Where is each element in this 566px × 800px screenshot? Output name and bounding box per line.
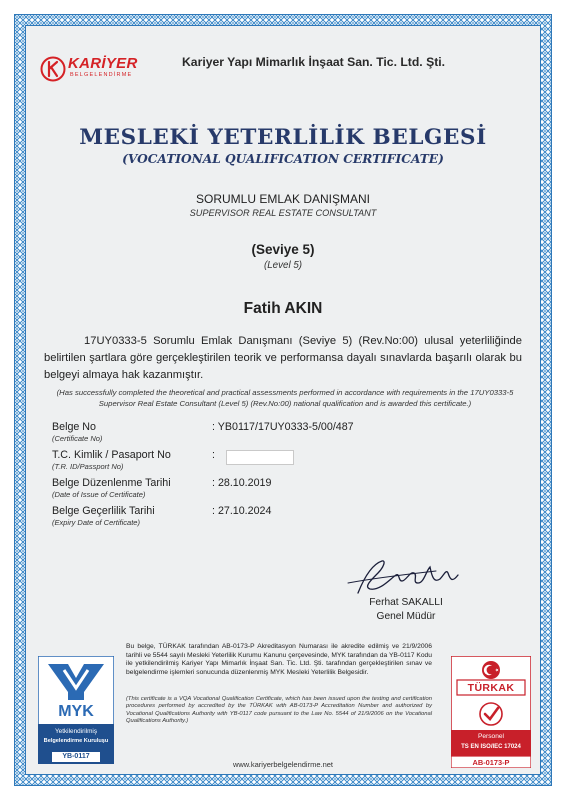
turkak-badge [451,656,531,768]
issue-date-sublabel: (Date of Issue of Certificate) [52,490,146,499]
id-number-redaction [226,450,294,465]
issue-date-value: : 28.10.2019 [212,477,272,489]
certificate-no-value: : YB0117/17UY0333-5/00/487 [212,421,354,433]
issue-date-label: Belge Düzenlenme Tarihi [52,477,171,489]
logo-subtitle: BELGELENDİRME [70,72,133,78]
myk-badge [38,656,114,764]
expiry-date-sublabel: (Expiry Date of Certificate) [52,518,140,527]
turkak-line2: TS EN ISO/IEC 17024 [461,744,521,750]
myk-line1: Yetkilendirilmiş [54,728,98,735]
expiry-date-value: : 27.10.2024 [212,505,272,517]
expiry-date-label: Belge Geçerlilik Tarihi [52,505,155,517]
kariyer-k-icon [40,56,66,82]
logo-wordmark: KARİYER [68,55,138,72]
certificate-subtitle: (VOCATIONAL QUALIFICATION CERTIFICATE) [122,152,444,166]
signatory-title: Genel Müdür [376,611,436,622]
company-name: Kariyer Yapı Mimarlık İnşaat San. Tic. Ltd. Şti. [182,55,446,69]
turkak-code: AB-0173-P [472,758,510,767]
myk-line2: Belgelendirme Kuruluşu [43,738,109,744]
signatory-name: Ferhat SAKALLI [369,597,443,608]
footer-legal-en: (This certificate is a VQA Vocational Qualification Certificate, which has been issued upon the testing and certification procedures performed by accredited by the TÜRKAK with AB-0173-P Accreditation Number and authorized by Vocational Qualifications Authority with YB-0117 code pursuant to the Law No. 5544 of 21/9/2006 on the Vocational Qualifications Authority.) [126,696,432,725]
kariyer-logo [40,54,160,84]
id-number-label: T.C. Kimlik / Pasaport No [52,449,171,461]
certificate-title: MESLEKİ YETERLİLİK BELGESİ [79,125,487,150]
turkak-logo-icon [451,656,531,768]
qualification-name: SORUMLU EMLAK DANIŞMANI [195,192,371,206]
footer-legal-tr: Bu belge, TÜRKAK tarafından AB-0173-P Akreditasyon Numarası ile akredite edilmiş ve 21/9/2006 tarihli ve 5544 sayılı Mesleki Yeterlilik Kurumu Kanunu çerçevesinde, MYK tarafından da YB-0117 Kodu ile yetkilendirilmiş Kariyer Yapı Mimarlık İnşaat San. Tic. Ltd. Şti. tarafından gerçekleştirilen sınav ve belgelendirme işlemleri sonucunda düzenlenmiş MYK Mesleki Yeterlilik Belgesidir. [126,643,432,676]
id-number-sublabel: (T.R. ID/Passport No) [52,462,124,471]
qualification-level-en: (Level 5) [263,260,303,271]
statement-tr: 17UY0333-5 Sorumlu Emlak Danışmanı (Seviye 5) (Rev.No:00) ulusal yeterliliğinde belirtilen şartlara göre gerçekleştirilen teorik ve performansa dayalı sınavlarda başarılı olarak bu belgeyi almaya hak kazanmıştır. [44,335,522,381]
myk-name: MYK [58,703,94,720]
website-link[interactable]: www.kariyerbelgelendirme.net [232,760,334,769]
signatory-block [345,596,467,624]
certificate-no-label: Belge No [52,421,96,433]
holder-name: Fatih AKIN [243,300,323,317]
turkak-line1: Personel [477,733,505,740]
turkak-name: TÜRKAK [467,682,515,694]
statement-en: (Has successfully completed the theoretical and practical assessments performed in accordance with requirements in the 17UY0333-5 Supervisor Real Estate Consultant (Level 5) (Rev.No:00) national qualification and is awarded this certificate.) [56,388,514,408]
myk-code: YB-0117 [62,753,90,760]
qualification-name-en: SUPERVISOR REAL ESTATE CONSULTANT [189,208,377,218]
certificate-no-sublabel: (Certificate No) [52,434,103,443]
qualification-level: (Seviye 5) [251,242,315,257]
id-number-value: : [212,449,215,461]
